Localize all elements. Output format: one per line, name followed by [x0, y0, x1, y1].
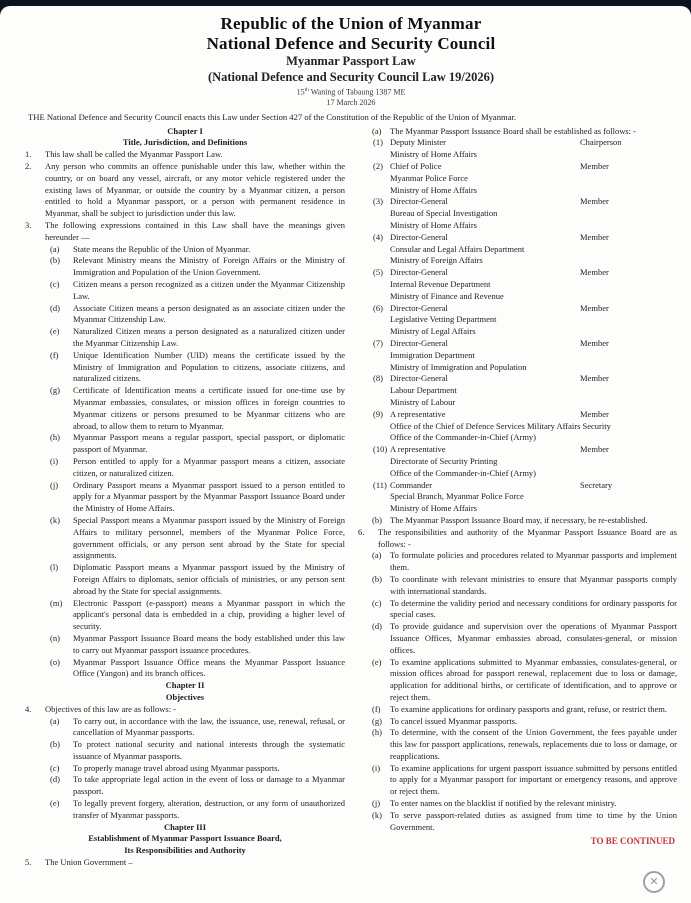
board-entry-org-line: Ministry of Home Affairs — [390, 503, 477, 514]
sub-item-text: Myanmar Passport Issuance Board means the body established under this law to carry out Myanmar passport issuance procedures. — [73, 632, 345, 655]
board-entry-number: (1) — [373, 137, 383, 148]
definition-item — [25, 562, 345, 597]
board-entry-role-line — [358, 137, 677, 149]
sub-item-text: To determine, with the consent of the Union Government, the fees payable under this law for passport applications, renewals, replacements due to loss or damage, or reapplications. — [390, 727, 677, 761]
section-2 — [25, 161, 345, 220]
board-entry-orgs — [358, 350, 677, 374]
chapter2-subheading: Objectives — [165, 691, 205, 702]
responsibility-item — [358, 657, 677, 704]
board-entry-role-line — [358, 161, 677, 173]
board-entry-number: (5) — [373, 267, 383, 278]
board-reestablish-clause — [358, 515, 677, 527]
board-entry-number: (11) — [373, 479, 387, 490]
objective-item — [25, 716, 345, 740]
chapter3-subheading-2: Its Responsibilities and Authority — [124, 845, 246, 856]
board-entry-org-line: Consular and Legal Affairs Department — [390, 243, 525, 254]
board-entry-org-line: Ministry of Home Affairs — [390, 220, 477, 231]
sub-item-label: (h) — [50, 432, 60, 443]
board-entry — [358, 267, 677, 302]
sub-item-label: (j) — [50, 479, 59, 490]
sub-item-text: To properly manage travel abroad using Myanmar passports. — [73, 762, 280, 773]
responsibility-item — [358, 810, 677, 834]
board-entry-designation: Member — [580, 444, 609, 455]
responsibility-item — [358, 763, 677, 798]
board-entry-role-line — [358, 480, 677, 492]
sub-item-label: (c) — [372, 597, 382, 608]
board-entry-org-line: Ministry of Home Affairs — [390, 184, 477, 195]
sub-item-text: To examine applications submitted to Myanmar embassies, consulates-general, or mission offices abroad for passport renewal, replacement due to loss or damage, application for additional births, or certificate of identification, and to approve or reject them. — [390, 656, 677, 702]
sub-item-text: To legally prevent forgery, alteration, destruction, or any form of unauthorized transfer of Myanmar passports. — [73, 798, 345, 820]
chapter1-heading: Chapter I — [167, 125, 203, 136]
board-entry-role-line — [358, 338, 677, 350]
section-number: 1. — [25, 149, 32, 160]
board-entry-role: Director-General — [390, 231, 448, 242]
board-entry — [358, 338, 677, 373]
board-entry-designation: Member — [580, 161, 609, 172]
section-text: The following expressions contained in this Law shall have the meanings given hereunder — — [45, 220, 345, 242]
sub-item-text: To provide guidance and supervision over the operations of Myanmar Passport Issuance Offices, Myanmar embassies abroad, consulates-general, or mission offices. — [390, 621, 677, 655]
sub-item-text: The Myanmar Passport Issuance Board shall be established as follows: - — [390, 125, 636, 136]
definition-item — [25, 255, 345, 279]
sub-item-label: (d) — [372, 621, 382, 632]
board-entry-org-line: Office of the Chief of Defence Services Military Affairs Security — [390, 420, 611, 431]
board-entry-designation: Member — [580, 408, 609, 419]
board-entry-orgs — [358, 149, 677, 161]
enactment-clause: THE National Defence and Security Council enacts this Law under Section 427 of the Constitution of the Republic of the Union of Myanmar. — [28, 111, 517, 122]
board-entry-org-line: Internal Revenue Department — [390, 279, 491, 290]
definition-item — [25, 244, 345, 256]
board-entry-designation: Member — [580, 231, 609, 242]
sub-item-label: (e) — [372, 656, 382, 667]
board-entry-orgs — [358, 314, 677, 338]
document-page — [0, 6, 691, 903]
section-number: 4. — [25, 703, 32, 714]
sub-item-text: To enter names on the blacklist if notified by the relevant ministry. — [390, 798, 617, 809]
sub-item-text: Relevant Ministry means the Ministry of Foreign Affairs or the Ministry of Immigration and Population of the Union Government. — [73, 255, 345, 278]
definition-item — [25, 633, 345, 657]
definition-item — [25, 598, 345, 633]
board-entry-org-line: Immigration Department — [390, 349, 475, 360]
close-button[interactable] — [643, 871, 665, 893]
board-entry-role: Director-General — [390, 373, 448, 384]
section-3 — [25, 220, 345, 244]
sub-item-text: To determine the validity period and necessary conditions for ordinary passports for special cases. — [390, 597, 677, 620]
board-entry-org-line: Directorate of Security Printing — [390, 455, 498, 466]
title-line-1: Republic of the Union of Myanmar — [220, 14, 482, 33]
board-entry-role: Chief of Police — [390, 161, 442, 172]
board-entry-role-line — [358, 409, 677, 421]
section-text: The Union Government – — [45, 857, 133, 868]
board-entry-number: (6) — [373, 302, 383, 313]
definition-item — [25, 432, 345, 456]
board-entry — [358, 303, 677, 338]
board-entry-designation: Member — [580, 338, 609, 348]
board-entry-role: Director-General — [390, 302, 448, 313]
objective-item — [25, 739, 345, 763]
sub-item-label: (d) — [50, 302, 60, 313]
board-entry-org-line: Ministry of Home Affairs — [390, 149, 477, 160]
board-entry-number: (9) — [373, 408, 383, 419]
sub-item-text: Associate Citizen means a person designated as an associate citizen under the Myanmar Citizenship Law. — [73, 302, 345, 325]
chapter2-heading: Chapter II — [165, 680, 205, 691]
sub-item-text: To serve passport-related duties as assigned from time to time by the Union Government. — [390, 809, 677, 832]
board-entry-role: Deputy Minister — [390, 137, 446, 148]
responsibility-item — [358, 798, 677, 810]
board-entry-designation: Member — [580, 373, 609, 384]
board-entry — [358, 137, 677, 161]
section-text: This law shall be called the Myanmar Passport Law. — [45, 149, 223, 160]
section-text: Objectives of this law are as follows: - — [45, 703, 177, 714]
definition-item — [25, 385, 345, 432]
chapter3-heading: Chapter III — [163, 821, 207, 832]
sub-item-label: (o) — [50, 656, 60, 667]
responsibility-item — [358, 704, 677, 716]
sub-item-label: (k) — [50, 514, 60, 525]
gregorian-date: 17 March 2026 — [326, 97, 376, 107]
myanmar-date — [25, 85, 677, 98]
board-entry-org-line: Special Branch, Myanmar Police Force — [390, 491, 524, 502]
board-entry-role-line — [358, 232, 677, 244]
left-column — [25, 126, 345, 869]
objective-item — [25, 798, 345, 822]
sub-item-label: (i) — [372, 762, 381, 773]
board-entry-orgs — [358, 456, 677, 480]
sub-item-text: State means the Republic of the Union of Myanmar. — [73, 243, 251, 254]
sub-item-label: (g) — [372, 715, 382, 726]
definitions-list — [25, 244, 345, 680]
sub-item-label: (b) — [372, 514, 382, 525]
board-entry-role: Director-General — [390, 338, 448, 348]
definition-item — [25, 350, 345, 385]
sub-item-text: Myanmar Passport means a regular passport, special passport, or diplomatic passport of Myanmar. — [73, 432, 345, 455]
sub-item-text: Naturalized Citizen means a person designated as a naturalized citizen under the Myanmar Citizenship Law. — [73, 326, 345, 348]
sub-item-label: (g) — [50, 385, 60, 396]
sub-item-text: Citizen means a person recognized as a citizen under the Myanmar Citizenship Law. — [73, 279, 345, 301]
board-entry-designation: Chairperson — [580, 137, 622, 148]
sub-item-text: To examine applications for ordinary passports and grant, refuse, or restrict them. — [390, 703, 667, 714]
board-entry-number: (2) — [373, 161, 383, 172]
board-entry-org-line: Myanmar Police Force — [390, 172, 468, 183]
sub-item-text: To cancel issued Myanmar passports. — [390, 715, 518, 726]
board-entry — [358, 161, 677, 196]
section-number: 5. — [25, 857, 32, 868]
law-title: Myanmar Passport Law — [286, 54, 416, 68]
sub-item-text: Diplomatic Passport means a Myanmar passport issued by the Ministry of Foreign Affairs to diplomats, senior officials of ministries, or any person sent abroad by the State for special assignments. — [73, 562, 345, 596]
sub-item-label: (e) — [50, 798, 60, 809]
sub-item-label: (b) — [50, 739, 60, 750]
sub-item-text: To coordinate with relevant ministries to ensure that Myanmar passports comply with international standards. — [390, 573, 677, 596]
section-number: 3. — [25, 220, 32, 231]
board-establishment-clause — [358, 126, 677, 138]
board-entry-org-line: Ministry of Finance and Revenue — [390, 290, 504, 301]
board-entry-org-line: Labour Department — [390, 385, 457, 396]
sub-item-text: To protect national security and national interests through the systematic issuance of Myanmar passports. — [73, 739, 345, 761]
title-line-2: National Defence and Security Council — [206, 34, 496, 53]
to-be-continued-label: TO BE CONTINUED — [590, 836, 675, 847]
sub-item-label: (b) — [50, 255, 60, 266]
board-entry — [358, 444, 677, 479]
responsibility-item — [358, 727, 677, 762]
board-entry-org-line: Ministry of Labour — [390, 396, 456, 407]
board-entry-role-line — [358, 444, 677, 456]
responsibility-item — [358, 716, 677, 728]
chapter1-subheading: Title, Jurisdiction, and Definitions — [122, 137, 248, 148]
objectives-list — [25, 716, 345, 822]
board-entry — [358, 409, 677, 444]
board-entry-number: (3) — [373, 196, 383, 207]
board-entry-number: (10) — [373, 444, 388, 455]
myanmar-date-rest: Waning of Tabaung 1387 ME — [308, 87, 406, 97]
section-number: 2. — [25, 161, 32, 172]
section-text: The responsibilities and authority of the Myanmar Passport Issuance Board are as follows: - — [378, 526, 677, 549]
sub-item-text: To formulate policies and procedures related to Myanmar passports and implement them. — [390, 550, 677, 573]
myanmar-date-day: 15 — [296, 87, 305, 97]
sub-item-label: (h) — [372, 727, 382, 738]
board-entry-org-line: Office of the Commander-in-Chief (Army) — [390, 467, 537, 478]
board-entry-role: Director-General — [390, 267, 448, 278]
law-number: (National Defence and Security Council Law 19/2026) — [207, 69, 495, 84]
sub-item-text: Certificate of Identification means a certificate issued for one-time use by Myanmar embassies, consulates, or mission offices in foreign countries to Myanmar citizens or persons presumed to be Myanmar citizens who are abroad, to allow them to return to Myanmar. — [73, 385, 345, 431]
board-entry-role-line — [358, 196, 677, 208]
sub-item-text: Myanmar Passport Issuance Office means the Myanmar Passport Issuance Office (Yangon) and its branch offices. — [73, 656, 345, 679]
board-entry-designation: Member — [580, 302, 609, 313]
board-entry-role: Commander — [390, 479, 433, 490]
definition-item — [25, 657, 345, 681]
board-entry-role: A representative — [390, 408, 446, 419]
sub-item-label: (c) — [50, 762, 60, 773]
board-entry-org-line: Ministry of Legal Affairs — [390, 326, 476, 337]
sub-item-label: (j) — [372, 798, 381, 809]
two-column-body — [25, 126, 677, 869]
board-entry-role-line — [358, 303, 677, 315]
definition-item — [25, 456, 345, 480]
sub-item-label: (i) — [50, 455, 59, 466]
board-entry-orgs — [358, 244, 677, 268]
board-entry-orgs — [358, 385, 677, 409]
section-4 — [25, 704, 345, 716]
sub-item-label: (k) — [372, 809, 382, 820]
definition-item — [25, 326, 345, 350]
definition-item — [25, 515, 345, 562]
right-column — [358, 126, 677, 869]
sub-item-label: (m) — [50, 597, 63, 608]
board-entry-number: (7) — [373, 338, 383, 348]
sub-item-label: (n) — [50, 632, 60, 643]
sub-item-label: (f) — [372, 703, 381, 714]
sub-item-label: (f) — [50, 349, 59, 360]
sub-item-label: (a) — [372, 550, 382, 561]
board-entry-designation: Secretary — [580, 479, 613, 490]
sub-item-label: (b) — [372, 573, 382, 584]
objective-item — [25, 774, 345, 798]
sub-item-text: Electronic Passport (e-passport) means a Myanmar passport in which the applicant's personal data is embedded in a chip, providing a higher level of security. — [73, 597, 345, 632]
board-entry-number: (4) — [373, 231, 383, 242]
chapter3-subheading-1: Establishment of Myanmar Passport Issuance Board, — [88, 833, 282, 844]
sub-item-text: To examine applications for urgent passport issuance submitted by persons entitled to apply for a Myanmar passport for important or emergency reasons, and approve or reject them. — [390, 762, 677, 797]
sub-item-label: (a) — [372, 125, 382, 136]
board-entry — [358, 480, 677, 515]
sub-item-text: Person entitled to apply for a Myanmar passport means a citizen, associate citizen, or naturalized citizen. — [73, 455, 345, 478]
sub-item-label: (e) — [50, 326, 60, 337]
board-entry-orgs — [358, 491, 677, 515]
board-entry-number: (8) — [373, 373, 383, 384]
board-entry-org-line: Bureau of Special Investigation — [390, 208, 498, 219]
sub-item-text: Unique Identification Number (UID) means the certificate issued by the Ministry of Immigration and Population to citizens, associate citizens, and naturalized citizens. — [73, 349, 345, 384]
board-entry-role: A representative — [390, 444, 446, 455]
objective-item — [25, 763, 345, 775]
board-entry-designation: Member — [580, 267, 609, 278]
section-text: Any person who commits an offence punishable under this law, whether within the country, or on board any vessel, aircraft, or any motor vehicle registered under the existing laws of Myanmar, or outside the country by a Myanmar citizen, a person entitled to hold a Myanmar passport, or a person with permanent residence in Myanmar, shall be subject to jurisdiction under this law. — [45, 161, 345, 219]
sub-item-text: Ordinary Passport means a Myanmar passport issued to a person entitled to apply for a Myanmar passport by the Myanmar Passport Issuance Board under the Ministry of Home Affairs. — [73, 479, 345, 514]
sub-item-label: (a) — [50, 715, 60, 726]
sub-item-label: (d) — [50, 774, 60, 785]
definition-item — [25, 480, 345, 515]
responsibility-item — [358, 598, 677, 622]
board-entry-org-line: Ministry of Foreign Affairs — [390, 255, 483, 266]
board-entry-org-line: Office of the Commander-in-Chief (Army) — [390, 432, 537, 443]
board-entry-orgs — [358, 279, 677, 303]
board-entry — [358, 232, 677, 267]
section-number: 6. — [358, 526, 365, 537]
board-entry — [358, 196, 677, 231]
board-entry-orgs — [358, 173, 677, 197]
board-entry-orgs — [358, 208, 677, 232]
section-5 — [25, 857, 345, 869]
board-entry-role-line — [358, 267, 677, 279]
responsibility-item — [358, 621, 677, 656]
board-entry-designation: Member — [580, 196, 609, 207]
sub-item-label: (a) — [50, 243, 60, 254]
definition-item — [25, 303, 345, 327]
close-icon: ✕ — [649, 875, 659, 888]
sub-item-text: To take appropriate legal action in the event of loss or damage to a Myanmar passport. — [73, 774, 345, 797]
board-entry-org-line: Legislative Vetting Department — [390, 314, 497, 325]
board-entry — [358, 373, 677, 408]
section-1 — [25, 149, 345, 161]
definition-item — [25, 279, 345, 303]
sub-item-text: To carry out, in accordance with the law, the issuance, use, renewal, refusal, or cancellation of Myanmar passports. — [73, 715, 345, 738]
board-composition-list — [358, 137, 677, 515]
sub-item-text: Special Passport means a Myanmar passport issued by the Ministry of Foreign Affairs to military personnel, members of the Myanmar Police Force, government officials, or any person sent abroad by the State for special assignments. — [73, 514, 345, 561]
board-entry-orgs — [358, 421, 677, 445]
sub-item-label: (l) — [50, 562, 59, 573]
responsibility-item — [358, 550, 677, 574]
board-entry-org-line: Ministry of Immigration and Population — [390, 361, 527, 372]
section-6 — [358, 527, 677, 551]
sub-item-label: (c) — [50, 279, 60, 290]
responsibility-item — [358, 574, 677, 598]
document-header — [25, 14, 677, 123]
myanmar-date-ordinal: th — [304, 87, 309, 93]
board-entry-role: Director-General — [390, 196, 448, 207]
sub-item-text: The Myanmar Passport Issuance Board may, if necessary, be re-established. — [390, 514, 648, 525]
responsibilities-list — [358, 550, 677, 833]
board-entry-role-line — [358, 373, 677, 385]
